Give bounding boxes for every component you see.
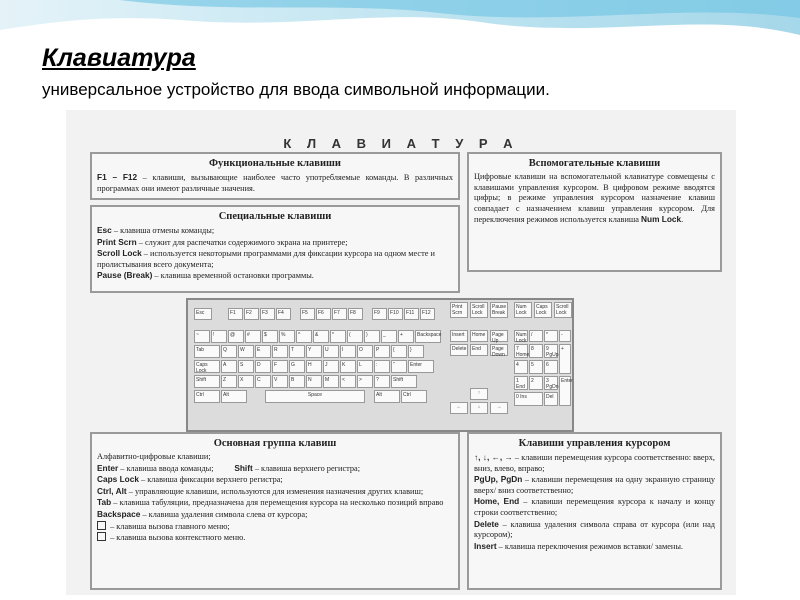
menu-text: – клавиша вызова контекстного меню. xyxy=(108,533,246,543)
special-text-3: – клавиша временной остановки программы. xyxy=(152,271,314,281)
key-row2-8: I xyxy=(340,345,356,358)
lock-scroll: Scroll Lock xyxy=(554,302,572,318)
key-row4-2: X xyxy=(238,375,254,388)
cursor-text-3: – клавиша переключения режимов вставки/ замены. xyxy=(496,541,683,551)
cursor-key-0: PgUp, PgDn xyxy=(474,474,523,485)
special-key-1: Print Scrn xyxy=(97,236,137,247)
key-row2-10: P xyxy=(374,345,390,358)
main-text-1: – управляющие клавиши, используются для изменения назначения других клавиш; xyxy=(126,486,424,496)
key-row2-9: O xyxy=(357,345,373,358)
arrows-text: – клавиши перемещения курсора соответственно: вверх, вниз, влево, вправо; xyxy=(474,453,715,473)
np-del: Del xyxy=(544,392,558,406)
np-6: 6 xyxy=(544,360,558,374)
special-key-3: Pause (Break) xyxy=(97,270,153,281)
key-f7: F7 xyxy=(332,308,347,320)
cursor-key-1: Home, End xyxy=(474,496,520,507)
key-f4: F4 xyxy=(276,308,291,320)
keyboard-diagram xyxy=(186,298,574,432)
special-keys-box xyxy=(90,205,460,293)
key-row3-0: Caps Lock xyxy=(194,360,220,373)
function-keys-key: F1 – F12 xyxy=(97,172,138,182)
enter-key: Enter xyxy=(97,462,119,473)
key-home: Home xyxy=(470,330,488,342)
main-text-0: – клавиша фиксации верхнего регистра; xyxy=(138,475,283,485)
keyboard-scan-image xyxy=(66,110,736,595)
key-row2-6: Y xyxy=(306,345,322,358)
special-keys-title: Специальные клавиши xyxy=(218,211,332,222)
np-8: 8 xyxy=(529,344,543,358)
aux-keys-title: Вспомогательные клавиши xyxy=(528,158,661,169)
win-text: – клавиша вызова главного меню; xyxy=(108,521,230,531)
cursor-text-0: – клавиши перемещения на одну экранную страницу вверх/ вниз соответственно; xyxy=(474,475,715,495)
shift-text: – клавиша верхнего регистра; xyxy=(252,463,361,473)
key-row4-11: Shift xyxy=(391,375,417,388)
key-row4-7: M xyxy=(323,375,339,388)
np-7: 7 Home xyxy=(516,346,530,358)
key-scroll-lock-top: Scroll Lock xyxy=(470,302,488,318)
key-f12: F12 xyxy=(420,308,435,320)
key-row1-7: & xyxy=(313,330,329,343)
key-row2-5: T xyxy=(289,345,305,358)
key-row1-11: _ xyxy=(381,330,397,343)
np-9: 9 PgUp xyxy=(546,346,559,358)
key-row2-2: W xyxy=(238,345,254,358)
key-row2-1: Q xyxy=(221,345,237,358)
np-enter: Enter xyxy=(559,376,571,406)
key-f10: F10 xyxy=(388,308,403,320)
key-row4-1: Z xyxy=(221,375,237,388)
key-f1: F1 xyxy=(228,308,243,320)
np-star: * xyxy=(544,330,558,342)
key-f2: F2 xyxy=(244,308,259,320)
np-5: 5 xyxy=(529,360,543,374)
key-row2-0: Tab xyxy=(194,345,220,358)
key-row1-10: ) xyxy=(364,330,380,343)
function-keys-text: – клавиши, вызывающие наиболее часто употребляемые команды. В различных программах они имеют различные значения. xyxy=(97,173,453,193)
key-row1-6: ^ xyxy=(296,330,312,343)
key-delete: Delete xyxy=(450,344,468,356)
np-minus: - xyxy=(559,330,571,342)
main-text-2: – клавиша табуляции, предназначена для перемещения курсора на несколько позиций вправо xyxy=(111,498,444,508)
slide-subtitle: универсальное устройство для ввода символьной информации. xyxy=(42,80,550,99)
key-row4-0: Shift xyxy=(194,375,220,388)
np-3: 3 PgDn xyxy=(546,378,559,390)
key-row2-4: R xyxy=(272,345,288,358)
main-key-1: Ctrl, Alt xyxy=(97,485,127,496)
key-f5: F5 xyxy=(300,308,315,320)
windows-key-icon xyxy=(97,521,106,530)
key-end: End xyxy=(470,344,488,356)
special-key-2: Scroll Lock xyxy=(97,248,142,259)
aux-keys-text: Цифровые клавиши на вспомогательной клавиатуре совмещены с клавишами управления курсором. В цифровом режиме вводятся цифры; в режиме управления курсором назначение клавиш совпадает с назначением клавиш управления курсором. Для переключения режимов используется клавиша xyxy=(474,172,715,225)
key-row1-3: # xyxy=(245,330,261,343)
key-row4-8: < xyxy=(340,375,356,388)
key-row2-7: U xyxy=(323,345,339,358)
special-text-0: – клавиша отмены команды; xyxy=(111,226,215,235)
lock-num: Num Lock xyxy=(514,302,532,318)
main-group-title: Основная группа клавиш xyxy=(213,438,337,449)
arrow-down-key: ↓ xyxy=(470,402,488,414)
key-row1-12: + xyxy=(398,330,414,343)
key-row4-5: B xyxy=(289,375,305,388)
main-group-intro: Алфавитно-цифровые клавиши; xyxy=(97,452,211,461)
special-text-2: – используется некоторыми программами для фиксации курсора на одном месте и пролистывания всего документа; xyxy=(97,249,435,269)
key-pause: Pause Break xyxy=(492,304,507,316)
key-row4-10: ? xyxy=(374,375,390,388)
cursor-text-2: – клавиша удаления символа справа от курсора (или над курсором); xyxy=(474,519,715,540)
key-row5-2: Space xyxy=(265,390,365,403)
key-row3-4: F xyxy=(272,360,288,373)
key-row1-4: $ xyxy=(262,330,278,343)
np-plus: + xyxy=(559,344,571,374)
np-1: 1 End xyxy=(514,376,528,390)
function-keys-title: Функциональные клавиши xyxy=(209,158,341,169)
key-row3-6: H xyxy=(306,360,322,373)
key-row5-0: Ctrl xyxy=(194,390,220,403)
main-key-0: Caps Lock xyxy=(97,474,139,485)
aux-keys-box xyxy=(467,152,722,272)
aux-keys-key: Num Lock xyxy=(641,214,682,225)
key-row3-12: Enter xyxy=(408,360,434,373)
key-pgup: Page Up xyxy=(490,330,508,342)
key-row3-3: D xyxy=(255,360,271,373)
key-row3-7: J xyxy=(323,360,339,373)
aux-keys-end: . xyxy=(681,215,684,225)
function-keys-box xyxy=(90,152,460,200)
arrow-up-key: ↑ xyxy=(470,388,488,400)
slide-title: Клавиатура xyxy=(42,44,196,72)
key-row1-13: Backspace xyxy=(415,330,441,343)
main-text-3: – клавиша удаления символа слева от курсора; xyxy=(140,509,308,519)
scan-header: К Л А В И А Т У Р А xyxy=(283,136,519,151)
key-row1-2: @ xyxy=(228,330,244,343)
key-row3-8: K xyxy=(340,360,356,373)
key-row1-0: ~ xyxy=(194,330,210,343)
key-row4-3: C xyxy=(255,375,271,388)
key-row1-9: ( xyxy=(347,330,363,343)
key-row3-1: A xyxy=(221,360,237,373)
key-f8: F8 xyxy=(348,308,363,320)
key-row2-12: } xyxy=(408,345,424,358)
main-key-3: Backspace xyxy=(97,508,141,519)
arrow-keys: ↑, ↓, ←, → xyxy=(474,452,513,462)
key-row3-2: S xyxy=(238,360,254,373)
key-f9: F9 xyxy=(372,308,387,320)
np-0: 0 Ins xyxy=(514,392,543,406)
shift-key: Shift xyxy=(234,462,253,473)
main-group-box xyxy=(90,432,460,590)
key-row3-9: L xyxy=(357,360,373,373)
key-row4-9: > xyxy=(357,375,373,388)
key-row1-8: * xyxy=(330,330,346,343)
key-row4-4: V xyxy=(272,375,288,388)
key-row1-5: % xyxy=(279,330,295,343)
enter-text: – клавиша ввода команды; xyxy=(118,463,214,473)
np-4: 4 xyxy=(514,360,528,374)
key-row5-1: Alt xyxy=(221,390,247,403)
special-text-1: – служит для распечатки содержимого экрана на принтере; xyxy=(136,237,348,247)
cursor-text-1: – клавиши перемещения курсора к началу и концу строки соответственно; xyxy=(474,497,715,517)
key-f11: F11 xyxy=(404,308,419,320)
key-row3-11: " xyxy=(391,360,407,373)
special-key-0: Esc xyxy=(97,225,112,235)
cursor-keys-box xyxy=(467,432,722,590)
key-row2-3: E xyxy=(255,345,271,358)
arrow-left-key: ← xyxy=(450,402,468,414)
key-row4-6: N xyxy=(306,375,322,388)
cursor-keys-title: Клавиши управления курсором xyxy=(518,438,671,449)
arrow-right-key: → xyxy=(490,402,508,414)
key-row3-10: : xyxy=(374,360,390,373)
menu-key-icon xyxy=(97,532,106,541)
key-f3: F3 xyxy=(260,308,275,320)
key-row5-3: Alt xyxy=(374,390,400,403)
key-insert: Insert xyxy=(450,330,468,342)
key-row1-1: ! xyxy=(211,330,227,343)
np-numlock: Num Lock xyxy=(516,332,527,344)
key-row5-4: Ctrl xyxy=(401,390,427,403)
key-print-scrn: Print Scrn xyxy=(450,302,468,318)
key-row3-5: G xyxy=(289,360,305,373)
key-row2-11: { xyxy=(391,345,407,358)
key-pgdn: Page Down xyxy=(490,344,508,356)
main-key-2: Tab xyxy=(97,497,112,508)
np-2: 2 xyxy=(529,376,543,390)
lock-caps: Caps Lock xyxy=(534,302,552,318)
key-f6: F6 xyxy=(316,308,331,320)
cursor-key-2: Delete xyxy=(474,518,499,529)
key-esc: Esc xyxy=(194,308,212,320)
cursor-key-3: Insert xyxy=(474,540,497,551)
np-slash: / xyxy=(529,330,543,342)
